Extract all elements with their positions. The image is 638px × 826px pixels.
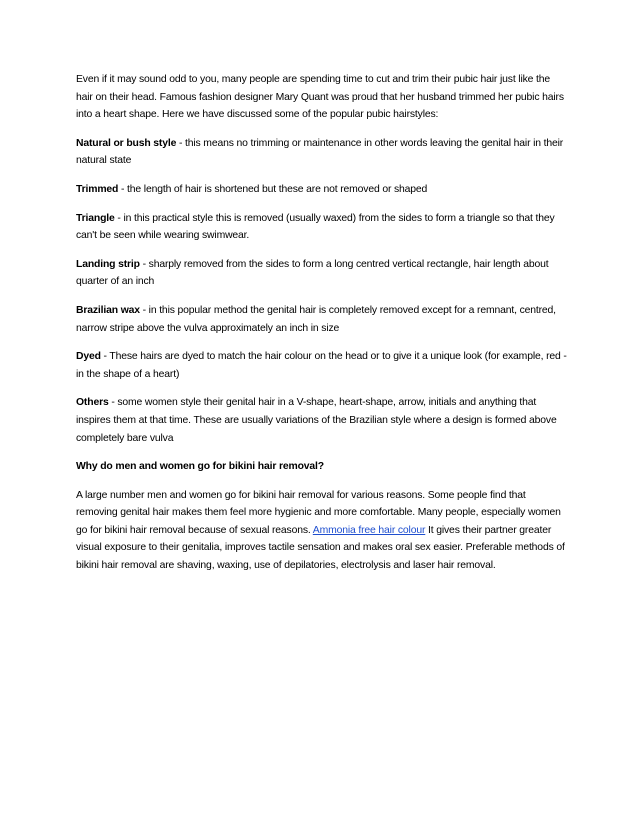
style-description: - These hairs are dyed to match the hair colour on the head or to give it a unique look (for example, red - in the shape of a heart) [76,351,567,380]
style-description: - in this practical style this is removed (usually waxed) from the sides to form a triangle so that they can't be seen while wearing swimwear. [76,212,555,242]
answer-text-after-link: It gives their partner greater visual exposure to their genitalia, improves tactile sensation and makes oral sex easier. Preferable methods of bikini hair removal are shaving, waxing, use of depilatories, electrolysis and laser hair removal. [76,524,565,572]
intro-paragraph: Even if it may sound odd to you, many people are spending time to cut and trim their pubic hair just like the hair on their head. Famous fashion designer Mary Quant was proud that her husband trimmed her pubic hairs into a heart shape. Here we have discussed some of the popular pubic hairstyles: [76,74,564,121]
style-description: - the length of hair is shortened but these are not removed or shaped [118,183,428,195]
style-triangle [76,210,568,245]
style-term: Landing strip [76,258,140,270]
style-natural [76,135,568,170]
style-term: Triangle [76,212,115,224]
style-term: Others [76,397,109,409]
style-others [76,394,568,447]
answer-text-before-link: A large number men and women go for bikini hair removal for various reasons. Some people find that removing genital hair makes them feel more hygienic and more comfortable. Many people, especially women go for bikini hair removal because of sexual reasons. [76,489,561,536]
document-page [76,71,568,586]
style-description: - in this popular method the genital hair is completely removed except for a remnant, centred, narrow stripe above the vulva approximately an inch in size [76,304,556,334]
section-heading: Why do men and women go for bikini hair removal? [76,461,324,473]
style-description: - some women style their genital hair in a V-shape, heart-shape, arrow, initials and anything that inspires them at that time. These are usually variations of the Brazilian style where a design is formed above completely bare vulva [76,397,557,444]
style-trimmed [76,181,568,199]
style-description: - this means no trimming or maintenance in other words leaving the genital hair in their natural state [76,137,564,167]
style-term: Brazilian wax [76,304,140,316]
style-term: Natural or bush style [76,137,177,149]
style-description: - sharply removed from the sides to form a long centred vertical rectangle, hair length about quarter of an inch [76,258,549,288]
style-brazilian-wax [76,302,568,337]
style-dyed [76,348,568,383]
style-term: Dyed [76,351,101,363]
ammonia-free-hair-colour-link[interactable]: Ammonia free hair colour [312,524,426,536]
style-term: Trimmed [76,183,119,195]
style-landing-strip [76,256,568,291]
answer-paragraph [76,487,568,575]
